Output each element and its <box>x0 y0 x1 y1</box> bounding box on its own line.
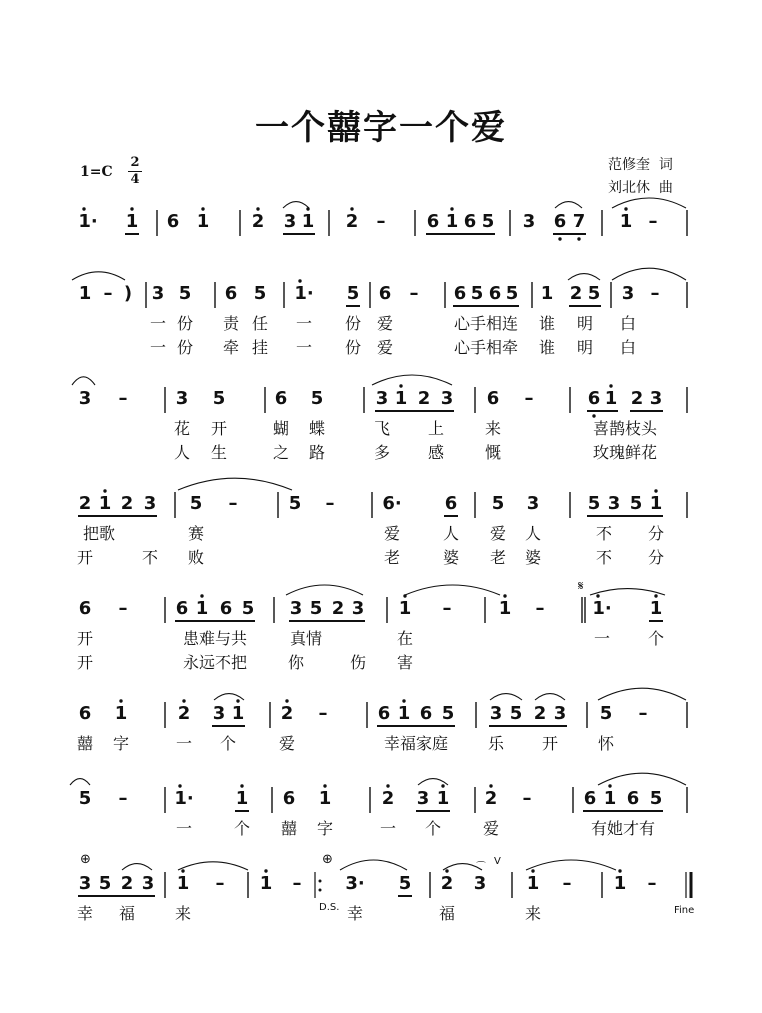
note: 2 <box>280 703 294 724</box>
note: 5 <box>346 283 360 304</box>
note: 3 <box>212 703 226 724</box>
note: 3 <box>151 283 165 304</box>
lyric-1: 份 <box>176 314 194 333</box>
note: 3 <box>175 388 189 409</box>
note: – <box>215 873 225 894</box>
system-8 <box>0 852 762 978</box>
lyric-2: 生 <box>210 443 228 462</box>
note: 1· <box>78 211 98 232</box>
lyric-1: 开 <box>210 419 228 438</box>
lyric-1: 任 <box>251 314 269 333</box>
lyric-1: 字 <box>316 819 334 838</box>
lyric-2: 老 <box>489 548 507 567</box>
time-signature-bottom: 4 <box>130 172 140 187</box>
note: 6 <box>377 703 391 724</box>
lyric-1: 蝶 <box>308 419 326 438</box>
note: 6 <box>626 788 640 809</box>
lyric-2: 挂 <box>251 338 269 357</box>
note: – <box>325 493 335 514</box>
lyric-2: 开 <box>76 653 94 672</box>
lyric-2: 谁 <box>538 338 556 357</box>
lyric-1: 谁 <box>538 314 556 333</box>
note: 5 <box>441 703 455 724</box>
note: 2 <box>533 703 547 724</box>
lyric-1: 爱 <box>376 314 394 333</box>
note: 5 <box>253 283 267 304</box>
lyric-2: 你 <box>287 653 305 672</box>
lyric-1: 个 <box>647 629 665 648</box>
note: 6 <box>175 598 189 619</box>
lyric-1: 喜鹊枝头 <box>592 419 658 438</box>
note: 6 <box>78 703 92 724</box>
note: 3 <box>522 211 536 232</box>
lyric-2: 不 <box>141 548 159 567</box>
system-4 <box>0 488 762 598</box>
note: 1 <box>649 493 663 514</box>
note: 1 <box>613 873 627 894</box>
breath-mark: V <box>494 856 501 867</box>
note: 3 <box>143 493 157 514</box>
note: 3 <box>351 598 365 619</box>
note: – <box>650 283 660 304</box>
lyric-1: 一 <box>593 629 611 648</box>
lyric-1: 幸福家庭 <box>383 734 449 753</box>
note: 5 <box>78 788 92 809</box>
note: – <box>292 873 302 894</box>
note: 5 <box>398 873 412 894</box>
slur-arc <box>612 198 686 208</box>
lyric-1: 真情 <box>289 629 323 648</box>
note: 3 <box>78 873 92 894</box>
lyric-2: 份 <box>176 338 194 357</box>
lyric-1: 一 <box>295 314 313 333</box>
note: 5 <box>212 388 226 409</box>
note: 1 <box>259 873 273 894</box>
note: 1 <box>98 493 112 514</box>
note: 3 <box>553 703 567 724</box>
note: 5 <box>470 283 484 304</box>
lyric-1: 一 <box>379 819 397 838</box>
note: – <box>524 388 534 409</box>
note: 5 <box>98 873 112 894</box>
note: 2 <box>177 703 191 724</box>
lyric-1: 爱 <box>489 524 507 543</box>
note: 3 <box>78 388 92 409</box>
note: 6 <box>378 283 392 304</box>
lyric-2: 永远不把 <box>182 653 248 672</box>
lyric-2: 伤 <box>349 653 367 672</box>
note: 1 <box>301 211 315 232</box>
lyric-2: 老 <box>383 548 401 567</box>
note: 1 <box>176 873 190 894</box>
time-signature-top: 2 <box>130 155 140 170</box>
note: 6 <box>444 493 458 514</box>
note: 1 <box>604 388 618 409</box>
note: 3 <box>416 788 430 809</box>
lyric-2: 慨 <box>484 443 502 462</box>
note: 1 <box>196 211 210 232</box>
lyric-1: 幸 <box>346 904 364 923</box>
lyric-2: 玫瑰鲜花 <box>592 443 658 462</box>
note: 2 <box>569 283 583 304</box>
note: 5 <box>491 493 505 514</box>
coda-mark: ⊕ <box>322 852 333 867</box>
note: 1· <box>174 788 194 809</box>
note: 6 <box>486 388 500 409</box>
note: 5 <box>241 598 255 619</box>
note: 1 <box>526 873 540 894</box>
song-title: 一个囍字一个爱 <box>255 108 507 148</box>
octave-dot-low <box>577 237 580 240</box>
note: 1 <box>603 788 617 809</box>
note: 2 <box>251 211 265 232</box>
note: 1· <box>592 598 612 619</box>
lyric-2: 婆 <box>524 548 542 567</box>
octave-dot-low <box>558 237 561 240</box>
lyric-2: 白 <box>619 338 637 357</box>
note: 2 <box>630 388 644 409</box>
note: 3 <box>526 493 540 514</box>
note: 6 <box>224 283 238 304</box>
lyric-1: 个 <box>424 819 442 838</box>
note: 3 <box>440 388 454 409</box>
lyric-1: 份 <box>344 314 362 333</box>
system-2 <box>0 278 762 388</box>
note: 1 <box>231 703 245 724</box>
note: 1 <box>649 598 663 619</box>
system-3 <box>0 383 762 493</box>
lyric-1: 白 <box>619 314 637 333</box>
note: 5 <box>587 283 601 304</box>
lyric-2: 分 <box>647 548 665 567</box>
note: 6 <box>583 788 597 809</box>
lyric-2: 明 <box>576 338 594 357</box>
note: 1 <box>235 788 249 809</box>
lyric-2: 一 <box>295 338 313 357</box>
lyric-1: 责 <box>222 314 240 333</box>
note: 5 <box>178 283 192 304</box>
lyric-1: 乐 <box>487 734 505 753</box>
note: 2 <box>484 788 498 809</box>
system-overlay <box>0 593 762 703</box>
lyric-1: 一 <box>175 819 193 838</box>
lyric-1: 有她才有 <box>590 819 656 838</box>
lyric-2: 多 <box>373 443 391 462</box>
note: 6 <box>453 283 467 304</box>
lyric-1: 来 <box>484 419 502 438</box>
note: 2 <box>78 493 92 514</box>
time-signature <box>128 156 142 187</box>
lyric-1: 在 <box>396 629 414 648</box>
note: 1 <box>195 598 209 619</box>
lyric-1: 爱 <box>482 819 500 838</box>
lyric-2: 感 <box>427 443 445 462</box>
note: 5 <box>505 283 519 304</box>
lyric-2: 婆 <box>442 548 460 567</box>
repeat-dot <box>319 889 322 892</box>
lyric-1: 不 <box>595 524 613 543</box>
note: 1 <box>436 788 450 809</box>
note: 3 <box>621 283 635 304</box>
lyric-1: 福 <box>118 904 136 923</box>
note: 1 <box>78 283 92 304</box>
lyric-1: 把歌 <box>82 524 116 543</box>
lyric-1: 一 <box>175 734 193 753</box>
note: 3 <box>649 388 663 409</box>
note: 1 <box>619 211 633 232</box>
lyric-2: 之 <box>272 443 290 462</box>
note: 1 <box>318 788 332 809</box>
note: – <box>562 873 572 894</box>
lyric-1: 明 <box>576 314 594 333</box>
note: 1· <box>294 283 314 304</box>
lyric-1: 爱 <box>278 734 296 753</box>
note: 2 <box>417 388 431 409</box>
credit-composer: 刘北休 曲 <box>608 180 673 196</box>
lyric-2: 人 <box>173 443 191 462</box>
lyric-1: 分 <box>647 524 665 543</box>
lyric-2: 害 <box>396 653 414 672</box>
note: 1 <box>114 703 128 724</box>
note: 6 <box>166 211 180 232</box>
lyric-1: 蝴 <box>272 419 290 438</box>
note: 5 <box>587 493 601 514</box>
note: 3· <box>345 873 365 894</box>
lyric-2: 一 <box>149 338 167 357</box>
lyric-1: 开 <box>541 734 559 753</box>
note: 3 <box>607 493 621 514</box>
lyric-2: 路 <box>308 443 326 462</box>
lyric-1: 患难与共 <box>182 629 248 648</box>
note: 6· <box>382 493 402 514</box>
lyric-2: 败 <box>187 548 205 567</box>
note: 6 <box>587 388 601 409</box>
lyric-2: 不 <box>595 548 613 567</box>
segno-mark: 𝄋 <box>578 579 584 594</box>
note: 5 <box>189 493 203 514</box>
note: 1 <box>445 211 459 232</box>
note: 6 <box>274 388 288 409</box>
lyric-1: 上 <box>427 419 445 438</box>
fine-mark: Fine <box>674 905 695 916</box>
note: 6 <box>78 598 92 619</box>
note: 1 <box>498 598 512 619</box>
slur-arc <box>555 202 582 208</box>
note: 5 <box>509 703 523 724</box>
note: 1 <box>394 388 408 409</box>
note: 5 <box>481 211 495 232</box>
note: 3 <box>289 598 303 619</box>
lyric-1: 个 <box>219 734 237 753</box>
lyric-1: 幸 <box>76 904 94 923</box>
note: 5 <box>629 493 643 514</box>
lyric-2: 心手相牵 <box>453 338 519 357</box>
note: – <box>118 388 128 409</box>
note: – <box>103 283 113 304</box>
lyric-2: 牵 <box>222 338 240 357</box>
lyric-1: 一 <box>149 314 167 333</box>
slur-arc <box>283 202 309 208</box>
note: – <box>409 283 419 304</box>
note: 2 <box>381 788 395 809</box>
note: 6 <box>219 598 233 619</box>
ds-mark: D.S. <box>319 902 340 913</box>
note: 6 <box>282 788 296 809</box>
note: 3 <box>489 703 503 724</box>
note: – <box>638 703 648 724</box>
note: – <box>228 493 238 514</box>
note: 3 <box>283 211 297 232</box>
lyric-1: 花 <box>173 419 191 438</box>
credit-lyricist: 范修奎 词 <box>608 157 673 173</box>
lyric-1: 人 <box>442 524 460 543</box>
lyric-2: 份 <box>344 338 362 357</box>
octave-dot-low <box>592 414 595 417</box>
note: – <box>648 211 658 232</box>
note: 1 <box>398 598 412 619</box>
lyric-1: 心手相连 <box>453 314 519 333</box>
note: – <box>442 598 452 619</box>
note: 6 <box>463 211 477 232</box>
note: 5 <box>309 598 323 619</box>
note: 6 <box>488 283 502 304</box>
lyric-1: 赛 <box>187 524 205 543</box>
note: 7 <box>572 211 586 232</box>
coda-mark: ⊕ <box>80 852 91 867</box>
note: 5 <box>310 388 324 409</box>
note: – <box>318 703 328 724</box>
note: – <box>118 788 128 809</box>
note: – <box>535 598 545 619</box>
lyric-1: 怀 <box>597 734 615 753</box>
note: 2 <box>120 873 134 894</box>
note: – <box>118 598 128 619</box>
note: 3 <box>473 873 487 894</box>
lyric-1: 福 <box>438 904 456 923</box>
note: 3 <box>375 388 389 409</box>
note: 6 <box>553 211 567 232</box>
note: 5 <box>599 703 613 724</box>
repeat-dot <box>319 880 322 883</box>
note: 6 <box>419 703 433 724</box>
note: – <box>376 211 386 232</box>
key-signature: 1=C <box>80 164 113 180</box>
note: 1 <box>397 703 411 724</box>
lyric-1: 开 <box>76 629 94 648</box>
lyric-2: 开 <box>76 548 94 567</box>
note: 5 <box>288 493 302 514</box>
note: 1 <box>540 283 554 304</box>
note: ) <box>123 283 133 304</box>
system-overlay <box>0 488 762 598</box>
note: 2 <box>331 598 345 619</box>
note: – <box>522 788 532 809</box>
note: 3 <box>141 873 155 894</box>
lyric-1: 个 <box>233 819 251 838</box>
note: 1 <box>125 211 139 232</box>
note: 5 <box>649 788 663 809</box>
note: 6 <box>426 211 440 232</box>
lyric-2: 爱 <box>376 338 394 357</box>
lyric-1: 人 <box>524 524 542 543</box>
lyric-1: 来 <box>524 904 542 923</box>
note: – <box>647 873 657 894</box>
note: 2 <box>345 211 359 232</box>
lyric-1: 字 <box>112 734 130 753</box>
lyric-1: 囍 <box>280 819 298 838</box>
lyric-1: 飞 <box>373 419 391 438</box>
fermata-mark: ⌒ <box>476 862 486 873</box>
lyric-1: 来 <box>174 904 192 923</box>
lyric-1: 爱 <box>383 524 401 543</box>
note: 2 <box>440 873 454 894</box>
note: 2 <box>120 493 134 514</box>
system-5 <box>0 579 762 703</box>
lyric-1: 囍 <box>76 734 94 753</box>
